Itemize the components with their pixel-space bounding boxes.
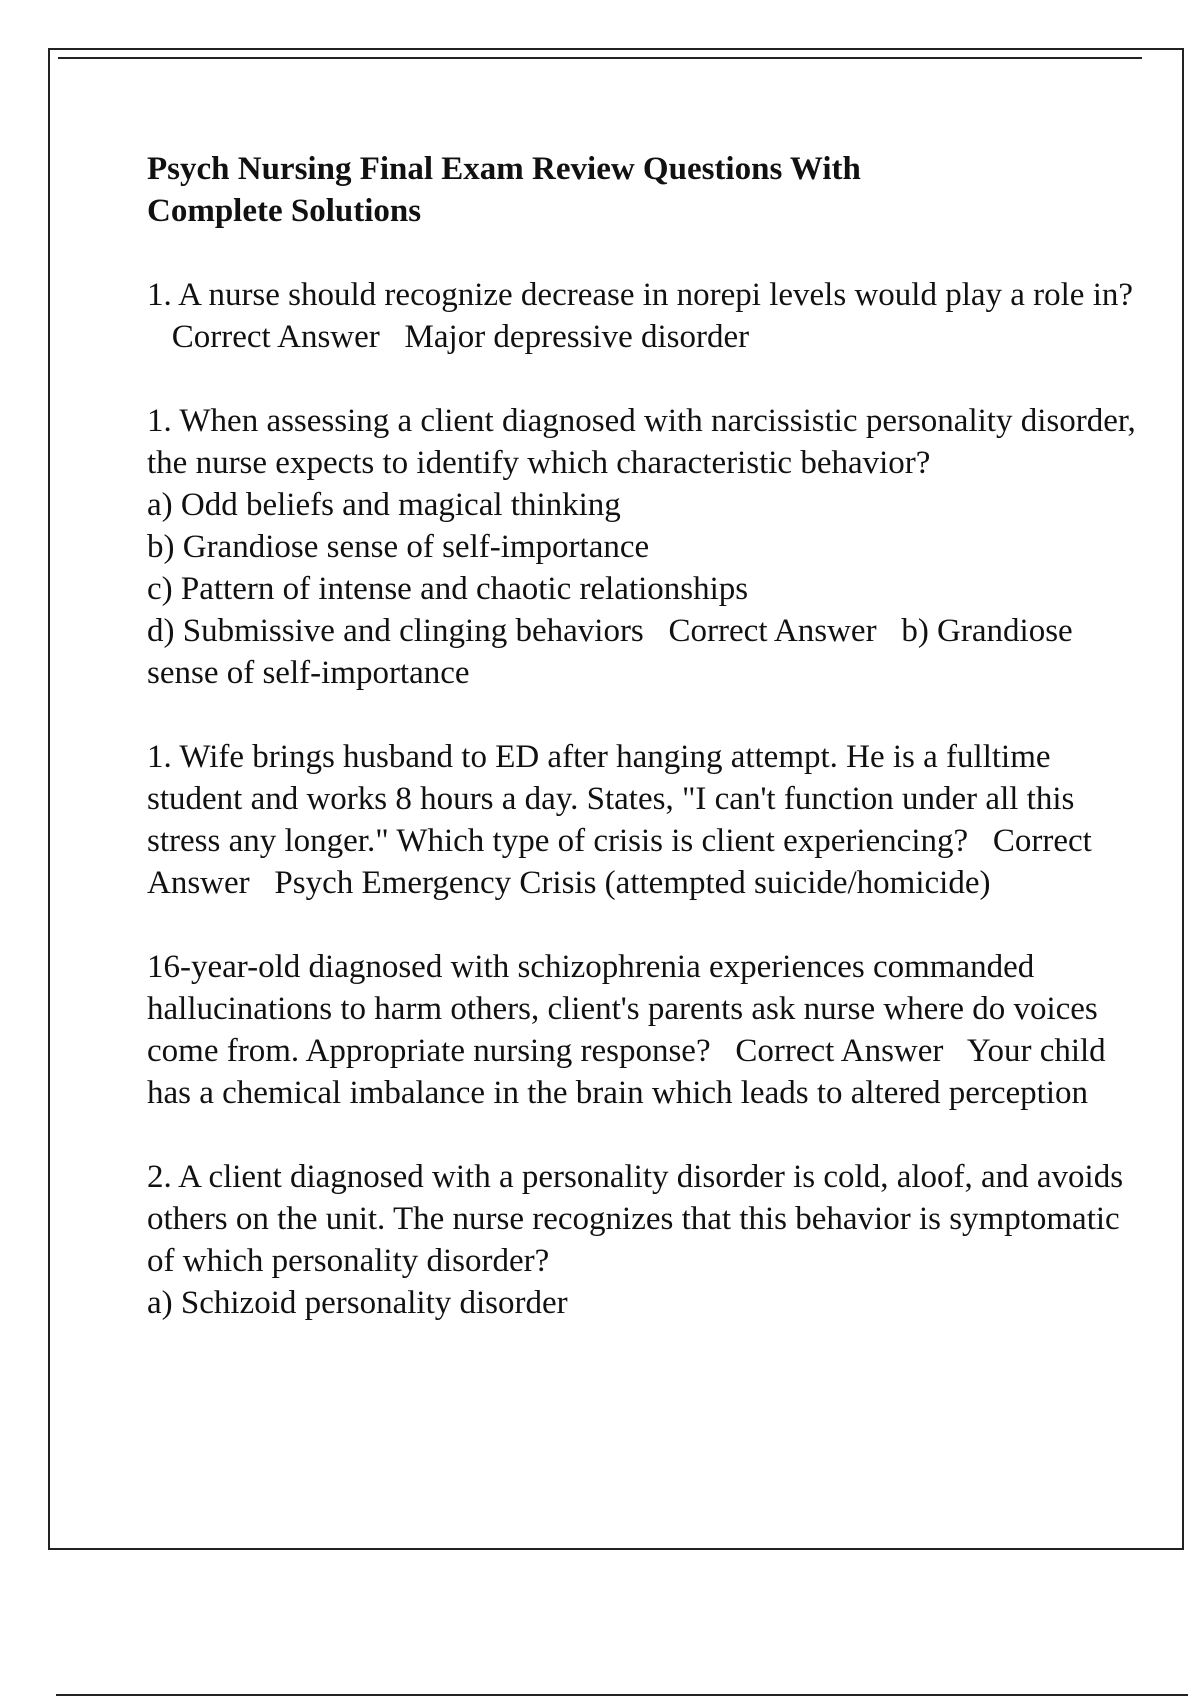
answer-text: Psych Emergency Crisis (attempted suicide/homicide) (274, 865, 991, 901)
page-frame (48, 48, 1184, 1550)
answer-text: b) Grandiose sense of self-importance (147, 613, 1073, 691)
answer-text: Your child has a chemical imbalance in the brain which leads to altered perception (147, 1033, 1106, 1111)
option-b: b) Grandiose sense of self-importance (147, 529, 650, 565)
qa-item (147, 736, 1137, 904)
question-text: 2. A client diagnosed with a personality disorder is cold, aloof, and avoids others on the unit. The nurse recognizes that this behavior is symptomatic of which personality disorder? (147, 1159, 1124, 1279)
answer-label: Correct Answer (735, 1033, 944, 1069)
top-rule (58, 57, 1142, 59)
question-text: 16-year-old diagnosed with schizophrenia experiences commanded hallucinations to harm others, client's parents ask nurse where do voices come from. Appropriate nursing response? (147, 949, 1098, 1069)
qa-item (147, 400, 1137, 694)
qa-item (147, 1156, 1137, 1324)
option-d: d) Submissive and clinging behaviors (147, 613, 644, 649)
document-body (147, 148, 1137, 1366)
question-text: 1. When assessing a client diagnosed with narcissistic personality disorder, the nurse expects to identify which characteristic behavior? (147, 403, 1136, 481)
answer-text: Major depressive disorder (404, 319, 750, 355)
bottom-rule (56, 1694, 1188, 1696)
question-text: 1. A nurse should recognize decrease in norepi levels would play a role in? (147, 277, 1134, 313)
qa-item (147, 946, 1137, 1114)
document-title: Psych Nursing Final Exam Review Questions With Complete Solutions (147, 151, 861, 229)
option-a: a) Odd beliefs and magical thinking (147, 487, 621, 523)
answer-label: Correct Answer (147, 823, 1092, 901)
answer-label: Correct Answer (171, 319, 380, 355)
option-c: c) Pattern of intense and chaotic relationships (147, 571, 749, 607)
qa-item (147, 274, 1137, 358)
question-text: 1. Wife brings husband to ED after hanging attempt. He is a fulltime student and works 8 hours a day. States, "I can't function under all this stress any longer." Which type of crisis is client experiencing? (147, 739, 1075, 859)
answer-label: Correct Answer (668, 613, 877, 649)
option-a: a) Schizoid personality disorder (147, 1285, 568, 1321)
